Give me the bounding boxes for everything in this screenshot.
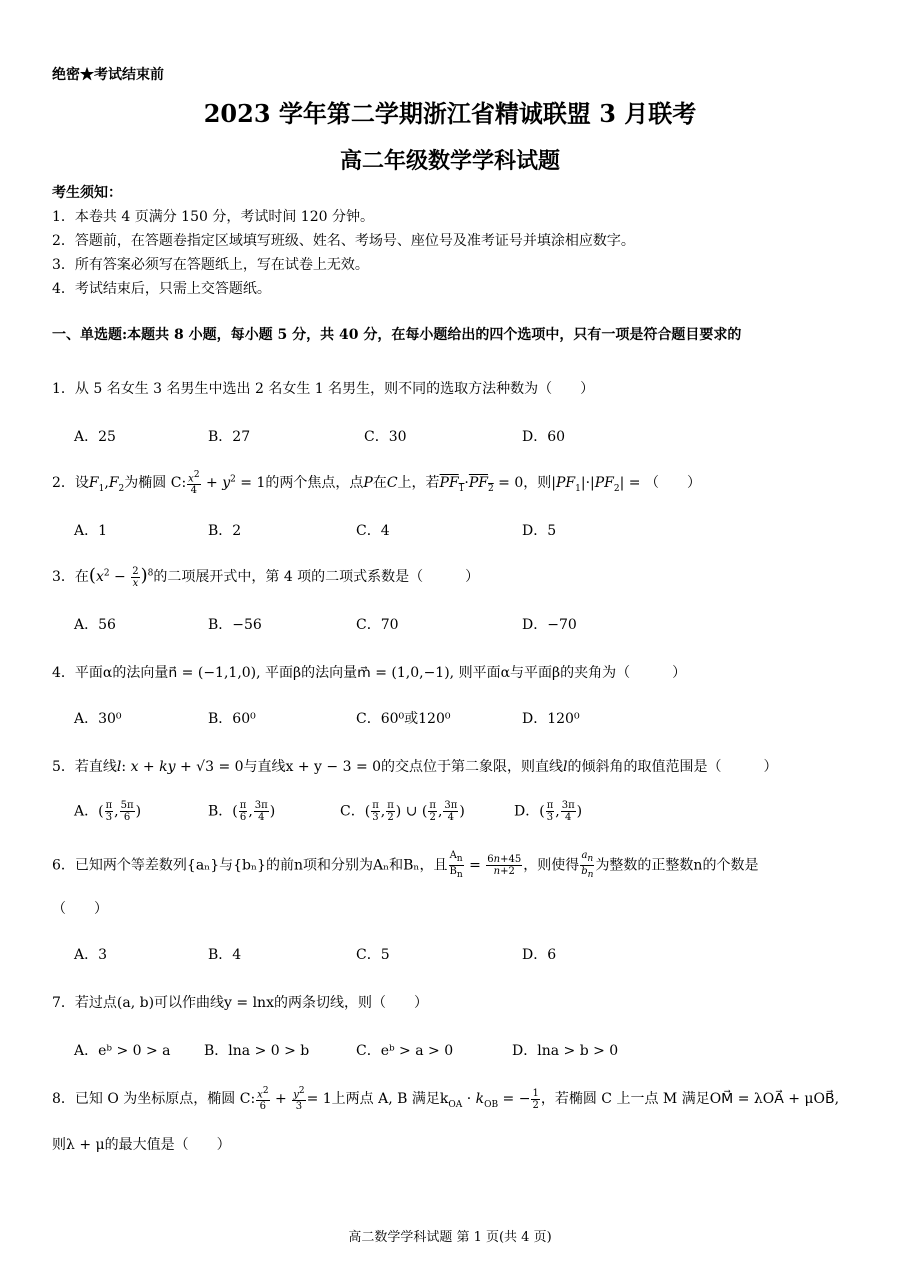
confidential-label: 绝密★考试结束前	[52, 67, 164, 83]
q5-option-d: D．( $\frac{\pi}{3}$ , $\frac{3\pi}{4}$ )	[514, 800, 583, 823]
q6-option-a: A．3	[74, 947, 108, 963]
q2-option-b: B．2	[208, 523, 242, 539]
q7-option-d: D．lna > b > 0	[512, 1043, 619, 1059]
q2-option-c: C．4	[356, 523, 390, 539]
q7-option-c: C．eᵇ > a > 0	[356, 1043, 454, 1059]
q5-option-b: B．( $\frac{\pi}{6}$ , $\frac{3\pi}{4}$ )	[208, 800, 276, 823]
question-8: 8．已知 O 为坐标原点，椭圆 C: $\frac{x^2}{6}$ + $\frac{y^2}{3}$ = 1上两点 A, B 满足$k_{OA} \cdot k_{OB}$ = − $\frac{1}{2}$ ，若椭圆 C 上一点 M 满足OM⃗ = λOA⃗ + μOB⃗,	[52, 1086, 840, 1113]
notice-item: 4．考试结束后，只需上交答题纸。	[52, 281, 271, 297]
q1-option-d: D．60	[522, 429, 566, 445]
q4-option-d: D．120⁰	[522, 711, 580, 727]
section-heading: 一、单选题:本题共 8 小题，每小题 5 分，共 40 分，在每小题给出的四个选项中，只有一项是符合题目要求的	[52, 327, 742, 343]
notice-heading: 考生须知：	[52, 185, 122, 201]
q4-option-a: A．30⁰	[74, 711, 122, 727]
q7-option-a: A．eᵇ > 0 > a	[74, 1043, 171, 1059]
question-2: 2．设$F_1,F_2$为椭圆 C: $\frac{x^2}{4}$ + $y^2 = 1$的两个焦点，点P在C上，若$PF_1\cdot PF_2 = 0$，则$|PF_1|\cdot|PF_2|$ = （ ）	[52, 470, 701, 497]
question-6-blank: （ ）	[52, 901, 108, 917]
q1-option-a: A．25	[74, 429, 116, 445]
q3-option-b: B．−56	[208, 617, 262, 633]
notice-item: 3．所有答案必须写在答题纸上，写在试卷上无效。	[52, 257, 369, 273]
q3-option-a: A．56	[74, 617, 116, 633]
question-3: 3．在($x^2$ − $\frac{2}{x}$ )$^8$的二项展开式中，第 4 项的二项式系数是（ ）	[52, 565, 480, 589]
exam-subtitle: 高二年级数学学科试题	[339, 148, 560, 174]
q5-option-a: A．( $\frac{\pi}{3}$ , $\frac{5\pi}{6}$ )	[74, 800, 142, 823]
q3-option-c: C．70	[356, 617, 399, 633]
question-7: 7．若过点(a, b)可以作曲线y = lnx的两条切线，则（ ）	[52, 995, 428, 1011]
q2-option-a: A．1	[74, 523, 108, 539]
notice-item: 2．答题前，在答题卷指定区域填写班级、姓名、考场号、座位号及准考证号并填涂相应数字。	[52, 233, 635, 249]
q5-option-c: C．( $\frac{\pi}{3}$ , $\frac{\pi}{2}$ ) ∪ ( $\frac{\pi}{2}$ , $\frac{3\pi}{4}$ )	[340, 800, 465, 823]
q3-option-d: D．−70	[522, 617, 577, 633]
q1-option-b: B．27	[208, 429, 251, 445]
notice-item: 1．本卷共 4 页满分 150 分，考试时间 120 分钟。	[52, 209, 374, 225]
q6-option-c: C．5	[356, 947, 390, 963]
q4-option-b: B．60⁰	[208, 711, 256, 727]
q6-option-d: D．6	[522, 947, 557, 963]
question-5: 5．若直线l: x + ky + √3 = 0与直线x + y − 3 = 0的交点位于第二象限，则直线l的倾斜角的取值范围是（ ）	[52, 759, 778, 775]
question-1: 1．从 5 名女生 3 名男生中选出 2 名女生 1 名男生，则不同的选取方法种数为（ ）	[52, 381, 595, 397]
q2-option-d: D．5	[522, 523, 557, 539]
q7-option-b: B．lna > 0 > b	[204, 1043, 310, 1059]
question-6: 6．已知两个等差数列{aₙ}与{bₙ}的前n项和分别为Aₙ和Bₙ，且 $\frac{A_n}{B_n}$ = $\frac{6n+45}{n+2}$ ，则使得 $\frac{a_n}{b_n}$ 为整数的正整数n的个数是	[52, 850, 759, 880]
q1-option-c: C．30	[364, 429, 407, 445]
question-8-line2: 则λ + μ的最大值是（ ）	[52, 1137, 231, 1153]
q6-option-b: B．4	[208, 947, 242, 963]
q4-option-c: C．60⁰或120⁰	[356, 711, 451, 727]
page-footer: 高二数学学科试题 第 1 页(共 4 页)	[348, 1230, 552, 1245]
exam-title: 2023 学年第二学期浙江省精诚联盟 3 月联考	[203, 99, 697, 128]
question-4: 4．平面α的法向量n⃗ = (−1,1,0), 平面β的法向量m⃗ = (1,0,−1), 则平面α与平面β的夹角为（ ）	[52, 665, 687, 681]
